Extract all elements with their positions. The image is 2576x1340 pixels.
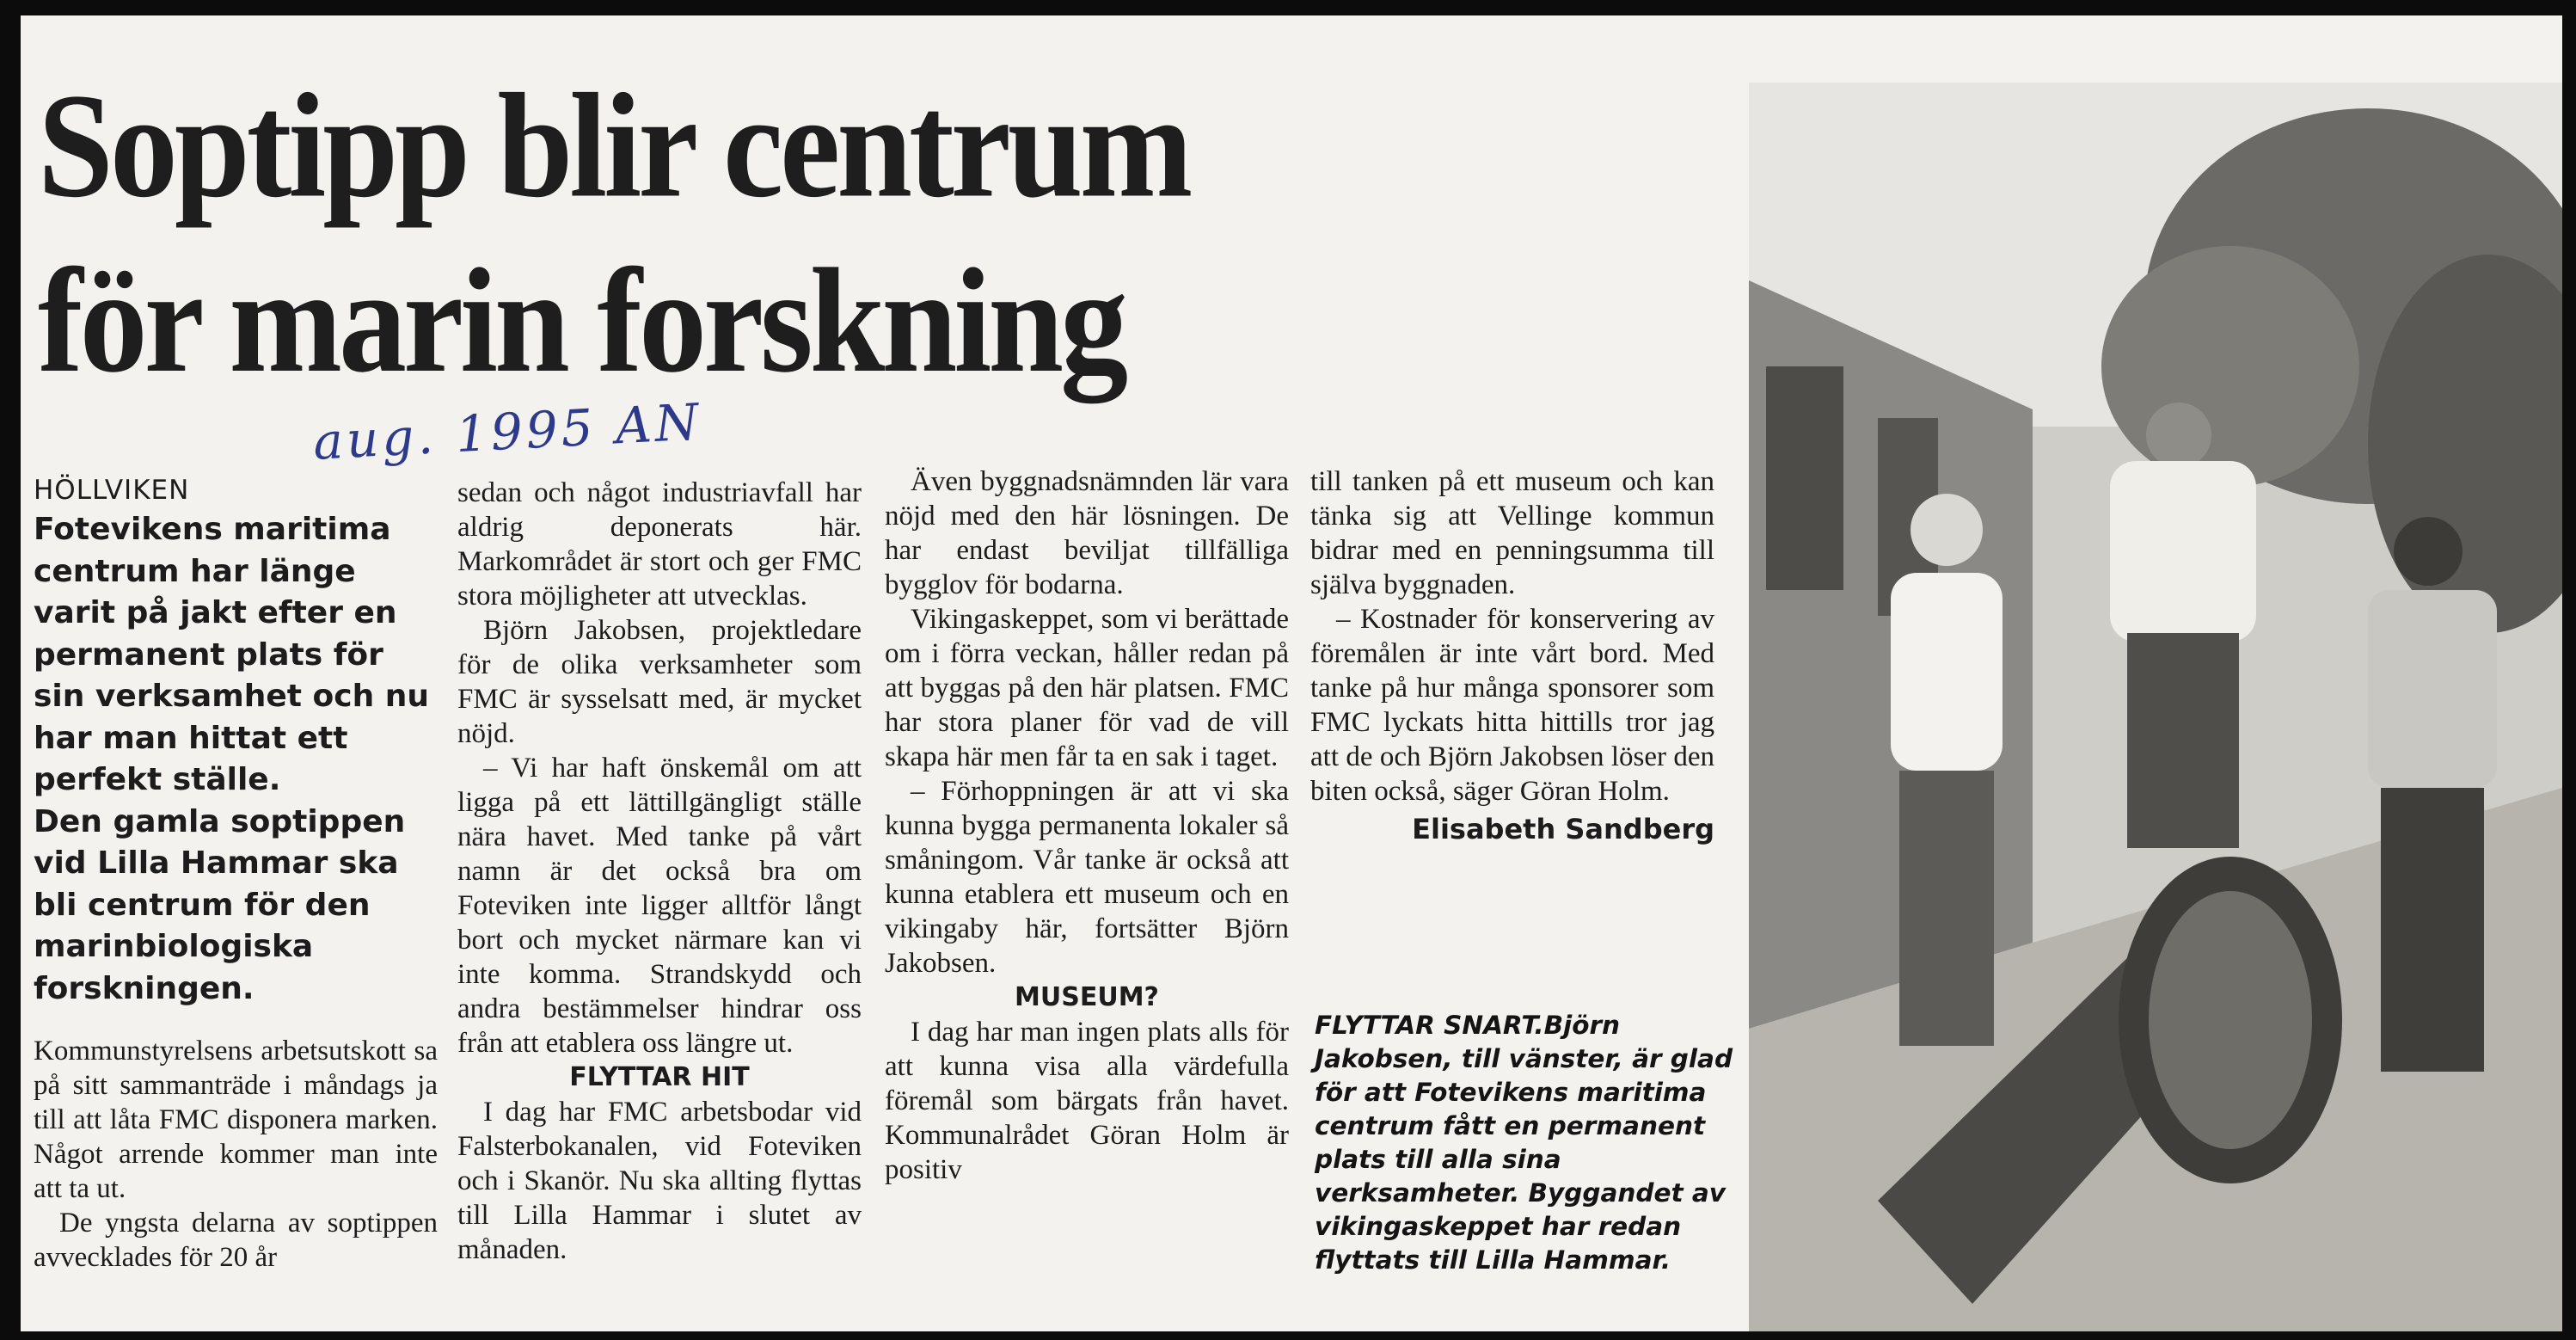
ingress-paragraph-1: Fotevikens maritima centrum har länge varit på jakt efter en permanent plats för sin verksamhet och nu har man hittat ett perfekt ställe.: [34, 512, 430, 797]
headline-line-1: Soptipp blir centrum: [38, 63, 1190, 229]
body-paragraph-2a: De yngsta delarna av soptippen avvecklades för 20 år: [34, 1208, 438, 1273]
news-photo: [1749, 83, 2562, 1331]
body-paragraph-8: – Förhoppningen är att vi ska kunna bygga permanenta lokaler så småningom. Vår tanke är också att kunna etablera ett museum och en vikingaby här, fortsätter Björn Jakobsen.: [885, 776, 1289, 979]
column-3: [885, 464, 1289, 1187]
body-paragraph-4: – Vi har haft önskemål om att ligga på ett lättillgängligt ställe nära havet. Med tanke på vårt namn är det också bra om Foteviken inte ligger alltför långt bort och mycket närmare kan vi inte komma. Strandskydd och andra bestämmelser hindrar oss från att etablera oss längre ut.: [457, 753, 862, 1059]
byline: Elisabeth Sandberg: [1412, 813, 1714, 845]
newspaper-clipping: [21, 15, 2562, 1331]
body-paragraph-3: Björn Jakobsen, projektledare för de olika verksamheter som FMC är sysselsatt med, är mycket nöjd.: [457, 615, 862, 749]
column-1: [34, 473, 438, 1275]
subheading-flyttar-hit: FLYTTAR HIT: [569, 1062, 750, 1092]
headline: [38, 58, 1740, 409]
body-paragraph-9a: I dag har man ingen plats alls för att kunna visa alla värdefulla föremål som bärgats från havet. Kommunalrådet Göran Holm är positiv: [885, 1017, 1289, 1185]
column-2: [457, 476, 862, 1267]
subheading-museum: MUSEUM?: [1015, 982, 1159, 1012]
body-paragraph-6: Även byggnadsnämnden lär vara nöjd med den här lösningen. De har endast beviljat tillfälliga bygglov för bodarna.: [885, 466, 1289, 600]
body-paragraph-9b: till tanken på ett museum och kan tänka sig att Vellinge kommun bidrar med en penningsumma till själva byggnaden.: [1310, 466, 1714, 600]
body-paragraph-7: Vikingaskeppet, som vi berättade om i förra veckan, håller redan på att byggas på den här platsen. FMC har stora planer för vad de vill skapa här men får ta en sak i taget.: [885, 604, 1289, 772]
body-paragraph-2b: sedan och något industriavfall har aldrig deponerats här. Markområdet är stort och ger FMC stora möjligheter att utvecklas.: [457, 477, 862, 612]
photo-illustration: [1749, 83, 2562, 1331]
body-paragraph-1: Kommunstyrelsens arbetsutskott sa på sitt sammanträde i måndags ja till att låta FMC disponera marken. Något arrende kommer man inte att ta ut.: [34, 1036, 438, 1204]
ingress-paragraph-2: Den gamla soptippen vid Lilla Hammar ska bli centrum för den marinbiologiska forskningen.: [34, 803, 406, 1006]
column-4: [1310, 464, 1714, 846]
photo-caption: FLYTTAR SNART.Björn Jakobsen, till vänster, är glad för att Fotevikens maritima centrum fått en permanent plats till alla sina verksamheter. Byggandet av vikingaskeppet har redan flyttats till Lilla Hammar.: [1315, 1011, 1733, 1275]
handwritten-date-annotation: aug. 1995 AN: [311, 392, 704, 471]
dateline: HÖLLVIKEN: [34, 475, 190, 506]
headline-line-2: för marin forskning: [38, 238, 1125, 404]
ingress: [34, 509, 438, 1010]
body-paragraph-5: I dag har FMC arbetsbodar vid Falsterbokanalen, vid Foteviken och i Skanör. Nu ska allting flyttas till Lilla Hammar i slutet av månaden.: [457, 1097, 862, 1265]
body-paragraph-10: – Kostnader för konservering av föremålen är inte vårt bord. Med tanke på hur många sponsorer som FMC lyckats hitta hittills tror jag att de och Björn Jakobsen löser den biten också, säger Göran Holm.: [1310, 604, 1714, 807]
